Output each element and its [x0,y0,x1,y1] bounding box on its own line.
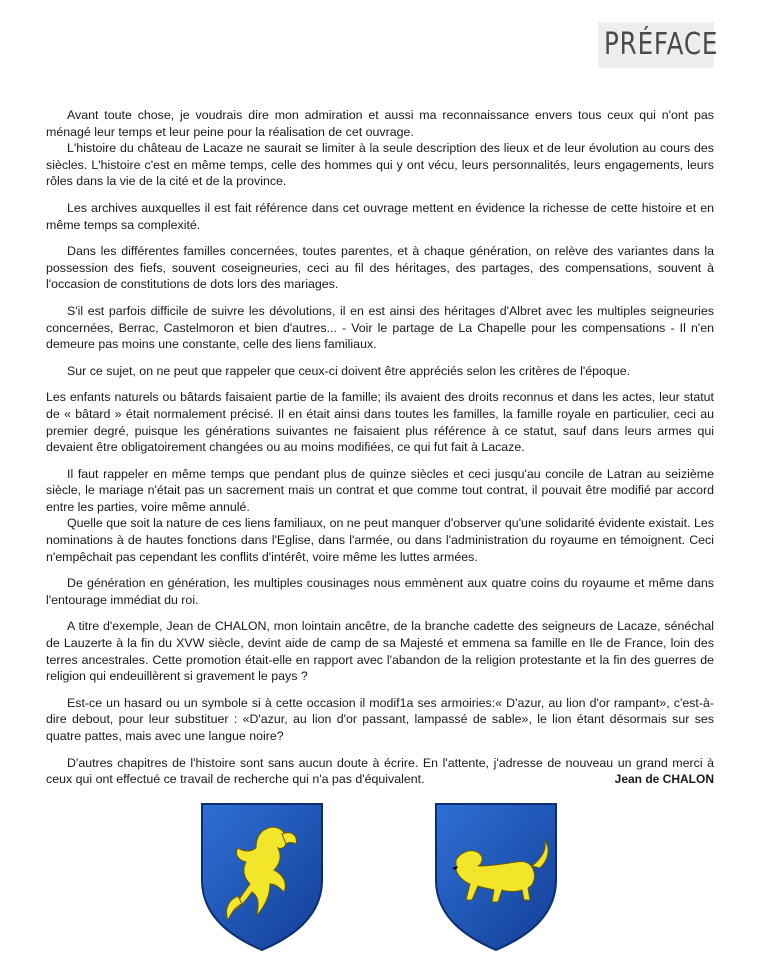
paragraph: Dans les différentes familles concernées, toutes parentes, et à chaque génération, on relève des variantes dans la possession des fiefs, souvent coseigneuries, ceci au fil des héritages, des partages, des compensations, souvent à l'occasion de constitutions de dots lors des mariages. [46,244,714,292]
paragraph: S'il est parfois difficile de suivre les dévolutions, il en est ainsi des héritages d'Albret avec les multiples seigneuries concernées, Berrac, Castelmoron et bien d'autres... - Voir le partage de La Chapelle pour les compensations - Il n'en demeure pas moins une constante, celle des liens familiaux. [46,303,714,352]
paragraph: Il faut rappeler en même temps que pendant plus de quinze siècles et ceci jusqu'au concile de Latran au seizième siècle, le mariage n'était pas un sacrement mais un contrat et que comme tout contrat, il pouvait être modifié par accord entre les parties, voire même annulé. [46,466,714,514]
paragraph: Quelle que soit la nature de ces liens familiaux, on ne peut manquer d'observer qu'une solidarité évidente existait. Les nominations à de hautes fonctions dans l'Eglise, dans l'armée, ou dans l'administration du royaume en témoignent. Ceci n'empêchait pas cependant les conflits d'intérêt, voire même les luttes armées. [46,516,714,564]
paragraph: De génération en génération, les multiples cousinages nous emmènent aux quatre coins du royaume et même dans l'entourage immédiat du roi. [46,576,714,607]
coat-of-arms-lion-rampant [198,800,326,952]
paragraph: A titre d'exemple, Jean de CHALON, mon lointain ancêtre, de la branche cadette des seigneurs de Lacaze, sénéchal de Lauzerte à la fin du XVW siècle, devint aide de camp de sa Majesté et emmena sa famille en Ile de France, loin des terres ancestrales. Cette promotion était-elle en rapport avec l'abandon de la religion protestante et la fin des guerres de religion qui endeuillèrent si gravement le pays ? [46,619,714,684]
paragraph: Avant toute chose, je voudrais dire mon admiration et aussi ma reconnaissance envers tous ceux qui n'ont pas ménagé leur temps et leur peine pour la réalisation de cet ouvrage. [46,108,714,139]
paragraph: D'autres chapitres de l'histoire sont sans aucun doute à écrire. En l'attente, j'adresse de nouveau un grand merci à ceux qui ont effectué ce travail de recherche qui n'a pas d'équivalent. [46,755,714,787]
preface-body [46,107,714,788]
paragraph: Est-ce un hasard ou un symbole si à cette occasion il modif1a ses armoiries:« D'azur, au lion d'or rampant», c'est-à-dire debout, pour leur substituer : «D'azur, au lion d'or passant, lampassé de sable», le lion étant désormais sur ses quatre pattes, mais avec une langue noire? [46,695,714,743]
page-title: PRÉFACE [604,27,719,62]
paragraph: Les enfants naturels ou bâtards faisaient partie de la famille; ils avaient des droits reconnus et dans les actes, leur statut de « bâtard » était normalement précisé. Il en était ainsi dans toutes les familles, la famille royale en particulier, ceci au premier degré, puisque les générations suivantes ne faisaient plus référence à ce statut, sauf dans leurs armes qui devaient être obligatoirement changées ou au moins modifiées, ce qui fut fait à Lacaze. [46,390,714,455]
paragraph: Sur ce sujet, on ne peut que rappeler que ceux-ci doivent être appréciés selon les critères de l'époque. [67,363,631,378]
paragraph: L'histoire du château de Lacaze ne saurait se limiter à la seule description des lieux et de leur évolution au cours des siècles. L'histoire c'est en même temps, celle des hommes qui y ont vécu, leurs personnalités, leurs engagements, leurs rôles dans la vie de la cité et de la province. [46,141,714,189]
signature: Jean de CHALON [614,772,714,786]
paragraph: Les archives auxquelles il est fait référence dans cet ouvrage mettent en évidence la richesse de cette histoire et en même temps sa complexité. [46,200,714,232]
coat-of-arms-lion-passant [432,800,560,952]
